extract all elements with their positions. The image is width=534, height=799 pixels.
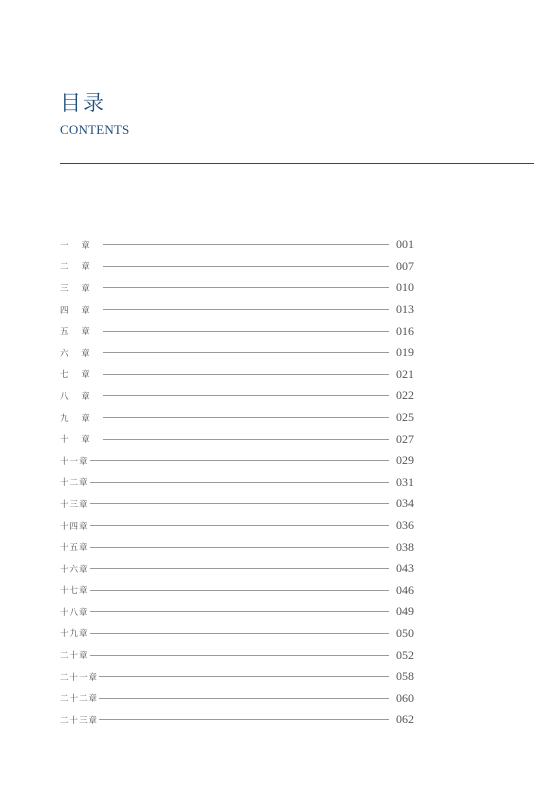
toc-entry[interactable] (60, 277, 414, 299)
toc-leader-line (103, 439, 389, 440)
toc-entry[interactable] (60, 234, 414, 256)
toc-leader-line (90, 482, 389, 483)
toc-entry-page: 021 (396, 366, 414, 381)
toc-entry-page: 050 (396, 625, 414, 640)
toc-entry-label: 五 章 (60, 327, 95, 338)
toc-entry[interactable] (60, 364, 414, 386)
toc-entry[interactable] (60, 493, 414, 515)
toc-entry-label: 十三章 (60, 499, 89, 510)
toc-entry[interactable] (60, 666, 414, 688)
toc-entry-label: 一 章 (60, 240, 95, 251)
toc-entry[interactable] (60, 450, 414, 472)
toc-entry[interactable] (60, 558, 414, 580)
toc-entry[interactable] (60, 515, 414, 537)
toc-entry-label: 十五章 (60, 543, 89, 554)
toc-leader-line (103, 395, 389, 396)
toc-leader-line (99, 676, 389, 677)
toc-entry-page: 036 (396, 518, 414, 533)
header-divider (60, 163, 534, 164)
toc-entry-label: 二十三章 (60, 715, 99, 726)
toc-entry-page: 049 (396, 604, 414, 619)
toc-entry[interactable] (60, 407, 414, 429)
toc-leader-line (90, 655, 389, 656)
toc-leader-line (99, 698, 389, 699)
toc-entry-label: 四 章 (60, 305, 95, 316)
toc-entry-label: 十六章 (60, 564, 89, 575)
toc-entry-label: 九 章 (60, 413, 95, 424)
toc-entry-page: 062 (396, 712, 414, 727)
toc-entry-page: 029 (396, 453, 414, 468)
toc-entry[interactable] (60, 320, 414, 342)
toc-leader-line (99, 719, 389, 720)
toc-header (60, 90, 534, 138)
toc-leader-line (103, 309, 389, 310)
toc-entry[interactable] (60, 580, 414, 602)
toc-leader-line (90, 525, 389, 526)
toc-leader-line (103, 374, 389, 375)
toc-entry[interactable] (60, 256, 414, 278)
toc-entry-label: 十四章 (60, 521, 89, 532)
toc-entry-page: 013 (396, 302, 414, 317)
toc-entry-page: 001 (396, 237, 414, 252)
toc-entry-page: 027 (396, 431, 414, 446)
toc-entry-label: 十九章 (60, 629, 89, 640)
toc-entry-label: 二十二章 (60, 694, 99, 705)
toc-entry-label: 十七章 (60, 586, 89, 597)
toc-leader-line (103, 266, 389, 267)
toc-entry-page: 034 (396, 496, 414, 511)
toc-entry-label: 二十一章 (60, 672, 99, 683)
toc-entry-label: 十八章 (60, 607, 89, 618)
toc-leader-line (103, 331, 389, 332)
toc-entry-label: 八 章 (60, 391, 95, 402)
toc-leader-line (90, 568, 389, 569)
page-subtitle: CONTENTS (60, 122, 130, 137)
toc-leader-line (90, 503, 389, 504)
toc-entry-page: 016 (396, 323, 414, 338)
toc-entry[interactable] (60, 536, 414, 558)
toc-entry[interactable] (60, 299, 414, 321)
toc-leader-line (103, 417, 389, 418)
toc-entry[interactable] (60, 644, 414, 666)
toc-entry-label: 二十章 (60, 651, 89, 662)
toc-entry-label: 十 章 (60, 435, 95, 446)
toc-leader-line (90, 633, 389, 634)
toc-leader-line (103, 287, 389, 288)
toc-leader-line (90, 460, 389, 461)
toc-entry[interactable] (60, 687, 414, 709)
toc-leader-line (103, 244, 389, 245)
toc-entry[interactable] (60, 472, 414, 494)
page-title: 目录 (60, 91, 106, 115)
toc-entry-page: 060 (396, 690, 414, 705)
toc-entry[interactable] (60, 342, 414, 364)
toc-entry-page: 007 (396, 258, 414, 273)
toc-leader-line (90, 547, 389, 548)
toc-entry[interactable] (60, 385, 414, 407)
toc-entry-label: 二 章 (60, 262, 95, 273)
toc-entry-label: 十一章 (60, 456, 89, 467)
toc-entry-page: 046 (396, 582, 414, 597)
toc-entry-label: 十二章 (60, 478, 89, 489)
toc-entry-page: 052 (396, 647, 414, 662)
toc-entry[interactable] (60, 601, 414, 623)
toc-entry-page: 038 (396, 539, 414, 554)
toc-entry[interactable] (60, 428, 414, 450)
toc-entry-page: 043 (396, 561, 414, 576)
toc-entry-label: 六 章 (60, 348, 95, 359)
toc-entry-label: 三 章 (60, 283, 95, 294)
toc-leader-line (103, 352, 389, 353)
toc-leader-line (90, 590, 389, 591)
toc-entry-label: 七 章 (60, 370, 95, 381)
toc-leader-line (90, 611, 389, 612)
toc-entry-page: 025 (396, 410, 414, 425)
toc-entry[interactable] (60, 623, 414, 645)
toc-entry[interactable] (60, 709, 414, 731)
table-of-contents (60, 234, 414, 731)
toc-entry-page: 010 (396, 280, 414, 295)
toc-entry-page: 031 (396, 474, 414, 489)
toc-entry-page: 019 (396, 345, 414, 360)
toc-entry-page: 022 (396, 388, 414, 403)
toc-entry-page: 058 (396, 669, 414, 684)
